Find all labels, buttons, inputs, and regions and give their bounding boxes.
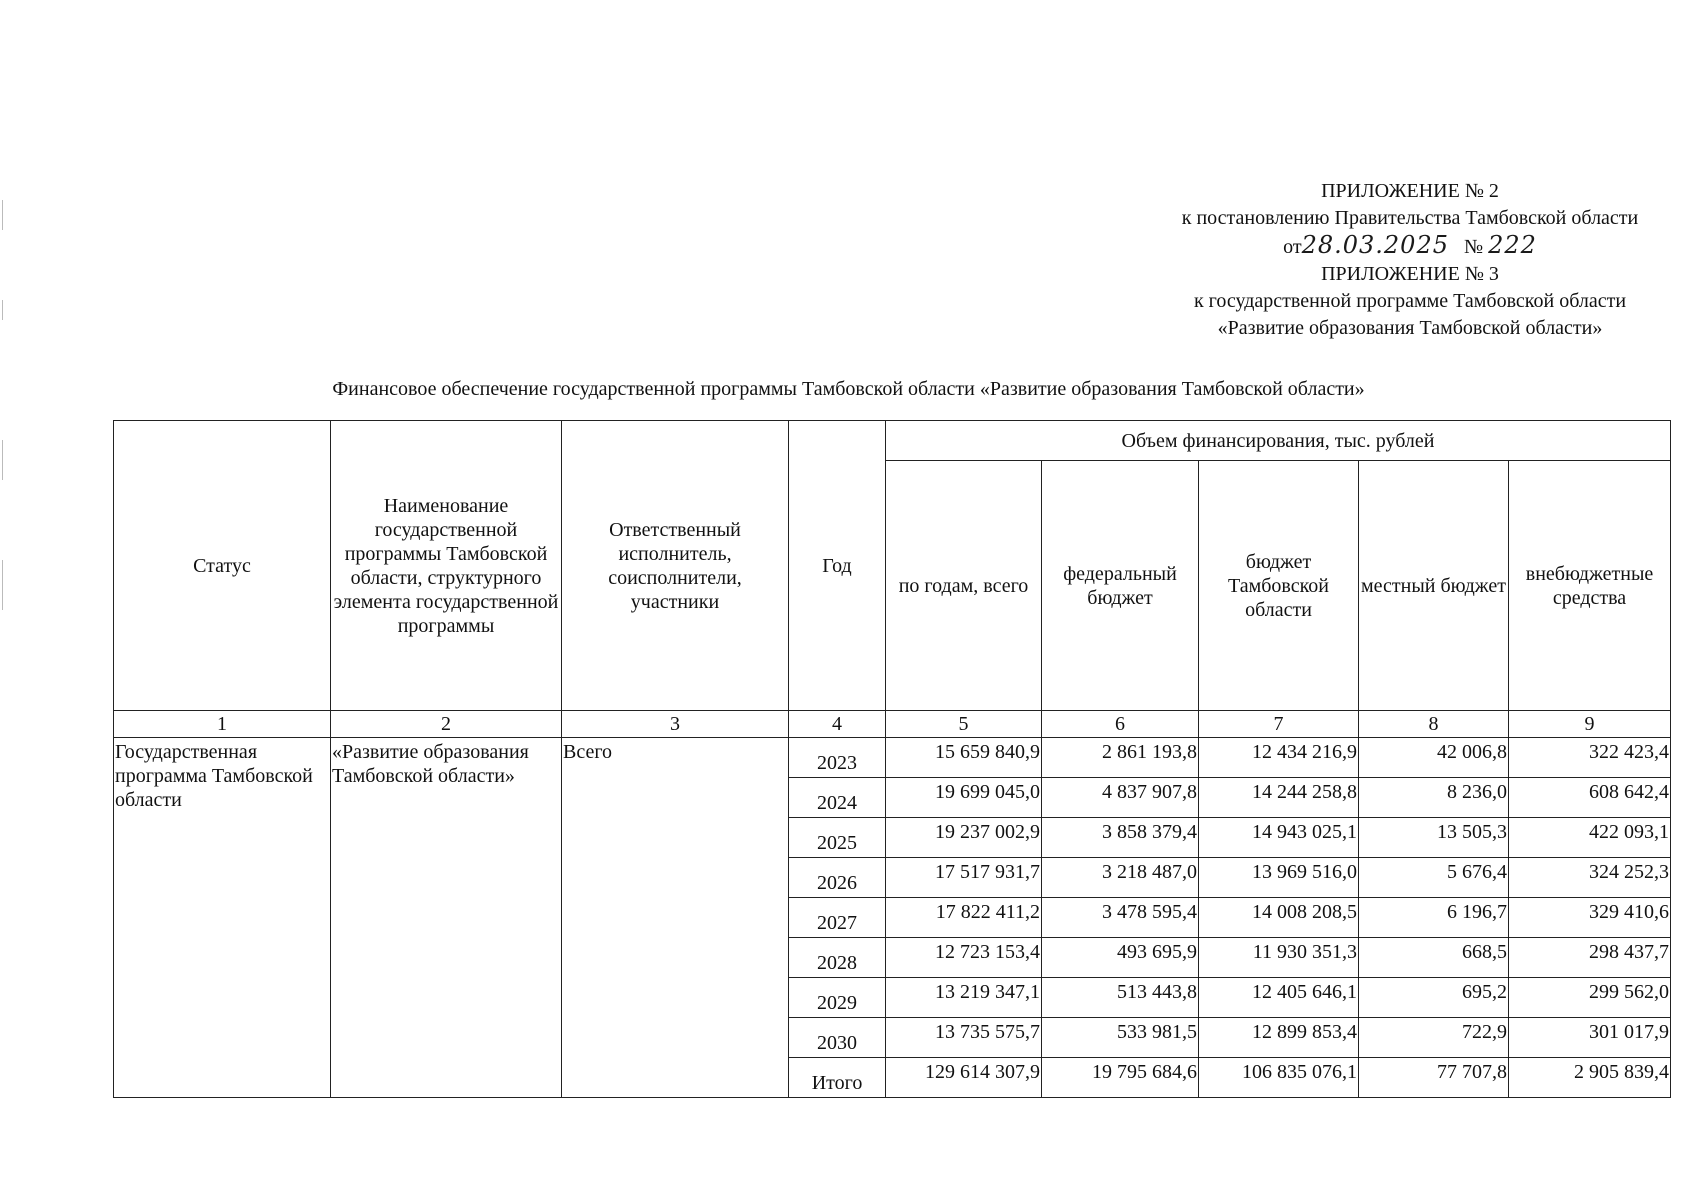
col-header-extrabudget: внебюджетные средства xyxy=(1509,461,1671,711)
header-row-group xyxy=(114,421,1671,461)
regional-cell: 14 008 208,5 xyxy=(1199,898,1359,938)
local-cell: 6 196,7 xyxy=(1359,898,1509,938)
extrabudget-cell: 608 642,4 xyxy=(1509,778,1671,818)
regional-cell: 12 405 646,1 xyxy=(1199,978,1359,1018)
regional-cell: 14 943 025,1 xyxy=(1199,818,1359,858)
program-name: «Развитие образования Тамбовской области» xyxy=(1217,317,1603,339)
column-number: 5 xyxy=(886,711,1042,738)
col-header-funding-group: Объем финансирования, тыс. рублей xyxy=(886,421,1671,461)
col-header-federal: федеральный бюджет xyxy=(1042,461,1199,711)
date-prefix: от xyxy=(1283,236,1302,258)
extrabudget-cell: 324 252,3 xyxy=(1509,858,1671,898)
regional-cell: 12 434 216,9 xyxy=(1199,738,1359,778)
col-header-name: Наименование государственной программы Тамбовской области, структурного элемента государственной программы xyxy=(331,421,562,711)
handwritten-date: 28.03.2025 xyxy=(1301,231,1449,259)
federal-cell: 513 443,8 xyxy=(1042,978,1199,1018)
col-header-executor: Ответственный исполнитель, соисполнители, участники xyxy=(562,421,789,711)
extrabudget-cell: 299 562,0 xyxy=(1509,978,1671,1018)
local-cell: 695,2 xyxy=(1359,978,1509,1018)
total-cell: 15 659 840,9 xyxy=(886,738,1042,778)
column-number: 6 xyxy=(1042,711,1199,738)
column-number: 1 xyxy=(114,711,331,738)
column-number: 9 xyxy=(1509,711,1671,738)
total-cell: 19 237 002,9 xyxy=(886,818,1042,858)
col-header-status: Статус xyxy=(114,421,331,711)
regional-cell: 106 835 076,1 xyxy=(1199,1058,1359,1098)
column-number: 4 xyxy=(789,711,886,738)
extrabudget-cell: 329 410,6 xyxy=(1509,898,1671,938)
year-cell: 2027 xyxy=(789,898,886,938)
federal-cell: 493 695,9 xyxy=(1042,938,1199,978)
local-cell: 722,9 xyxy=(1359,1018,1509,1058)
local-cell: 5 676,4 xyxy=(1359,858,1509,898)
year-cell: 2026 xyxy=(789,858,886,898)
local-cell: 8 236,0 xyxy=(1359,778,1509,818)
local-cell: 13 505,3 xyxy=(1359,818,1509,858)
col-header-year: Год xyxy=(789,421,886,711)
number-prefix: № xyxy=(1464,236,1484,258)
extrabudget-cell: 301 017,9 xyxy=(1509,1018,1671,1058)
scan-mark xyxy=(2,300,3,320)
federal-cell: 3 478 595,4 xyxy=(1042,898,1199,938)
year-cell: 2028 xyxy=(789,938,886,978)
scan-mark xyxy=(2,200,3,230)
appendix-3-title: ПРИЛОЖЕНИЕ № 3 xyxy=(1321,263,1499,285)
total-cell: 17 822 411,2 xyxy=(886,898,1042,938)
total-cell: 13 219 347,1 xyxy=(886,978,1042,1018)
col-header-regional: бюджет Тамбовской области xyxy=(1199,461,1359,711)
year-cell: 2024 xyxy=(789,778,886,818)
total-cell: 19 699 045,0 xyxy=(886,778,1042,818)
extrabudget-cell: 322 423,4 xyxy=(1509,738,1671,778)
year-cell-total: Итого xyxy=(789,1058,886,1098)
scan-mark xyxy=(2,560,3,610)
resolution-ref: к постановлению Правительства Тамбовской области xyxy=(1181,207,1639,229)
column-number: 8 xyxy=(1359,711,1509,738)
column-number-row xyxy=(114,711,1671,738)
federal-cell: 4 837 907,8 xyxy=(1042,778,1199,818)
column-number: 7 xyxy=(1199,711,1359,738)
scan-mark xyxy=(2,440,3,480)
program-ref: к государственной программе Тамбовской области xyxy=(1193,290,1627,312)
extrabudget-cell: 422 093,1 xyxy=(1509,818,1671,858)
federal-cell: 533 981,5 xyxy=(1042,1018,1199,1058)
regional-cell: 12 899 853,4 xyxy=(1199,1018,1359,1058)
total-cell: 17 517 931,7 xyxy=(886,858,1042,898)
appendix-2-title: ПРИЛОЖЕНИЕ № 2 xyxy=(1321,180,1499,202)
year-cell: 2029 xyxy=(789,978,886,1018)
federal-cell: 19 795 684,6 xyxy=(1042,1058,1199,1098)
total-cell: 12 723 153,4 xyxy=(886,938,1042,978)
resolution-date-line xyxy=(1150,232,1670,261)
col-header-total: по годам, всего xyxy=(886,461,1042,711)
local-cell: 668,5 xyxy=(1359,938,1509,978)
executor-cell: Всего xyxy=(562,738,789,1098)
document-title: Финансовое обеспечение государственной программы Тамбовской области «Развитие образования Тамбовской области» xyxy=(332,378,1365,400)
program-cell: «Развитие образования Тамбовской области» xyxy=(331,738,562,1098)
total-cell: 129 614 307,9 xyxy=(886,1058,1042,1098)
year-cell: 2023 xyxy=(789,738,886,778)
total-cell: 13 735 575,7 xyxy=(886,1018,1042,1058)
local-cell: 77 707,8 xyxy=(1359,1058,1509,1098)
federal-cell: 3 218 487,0 xyxy=(1042,858,1199,898)
extrabudget-cell: 2 905 839,4 xyxy=(1509,1058,1671,1098)
regional-cell: 11 930 351,3 xyxy=(1199,938,1359,978)
federal-cell: 2 861 193,8 xyxy=(1042,738,1199,778)
regional-cell: 14 244 258,8 xyxy=(1199,778,1359,818)
regional-cell: 13 969 516,0 xyxy=(1199,858,1359,898)
status-cell: Государственная программа Тамбовской области xyxy=(114,738,331,1098)
financing-table xyxy=(113,420,1671,1098)
year-cell: 2025 xyxy=(789,818,886,858)
col-header-local: местный бюджет xyxy=(1359,461,1509,711)
handwritten-number: 222 xyxy=(1488,231,1537,259)
column-number: 3 xyxy=(562,711,789,738)
extrabudget-cell: 298 437,7 xyxy=(1509,938,1671,978)
column-number: 2 xyxy=(331,711,562,738)
local-cell: 42 006,8 xyxy=(1359,738,1509,778)
federal-cell: 3 858 379,4 xyxy=(1042,818,1199,858)
table-row xyxy=(114,738,1671,778)
appendix-header xyxy=(1150,178,1670,342)
year-cell: 2030 xyxy=(789,1018,886,1058)
